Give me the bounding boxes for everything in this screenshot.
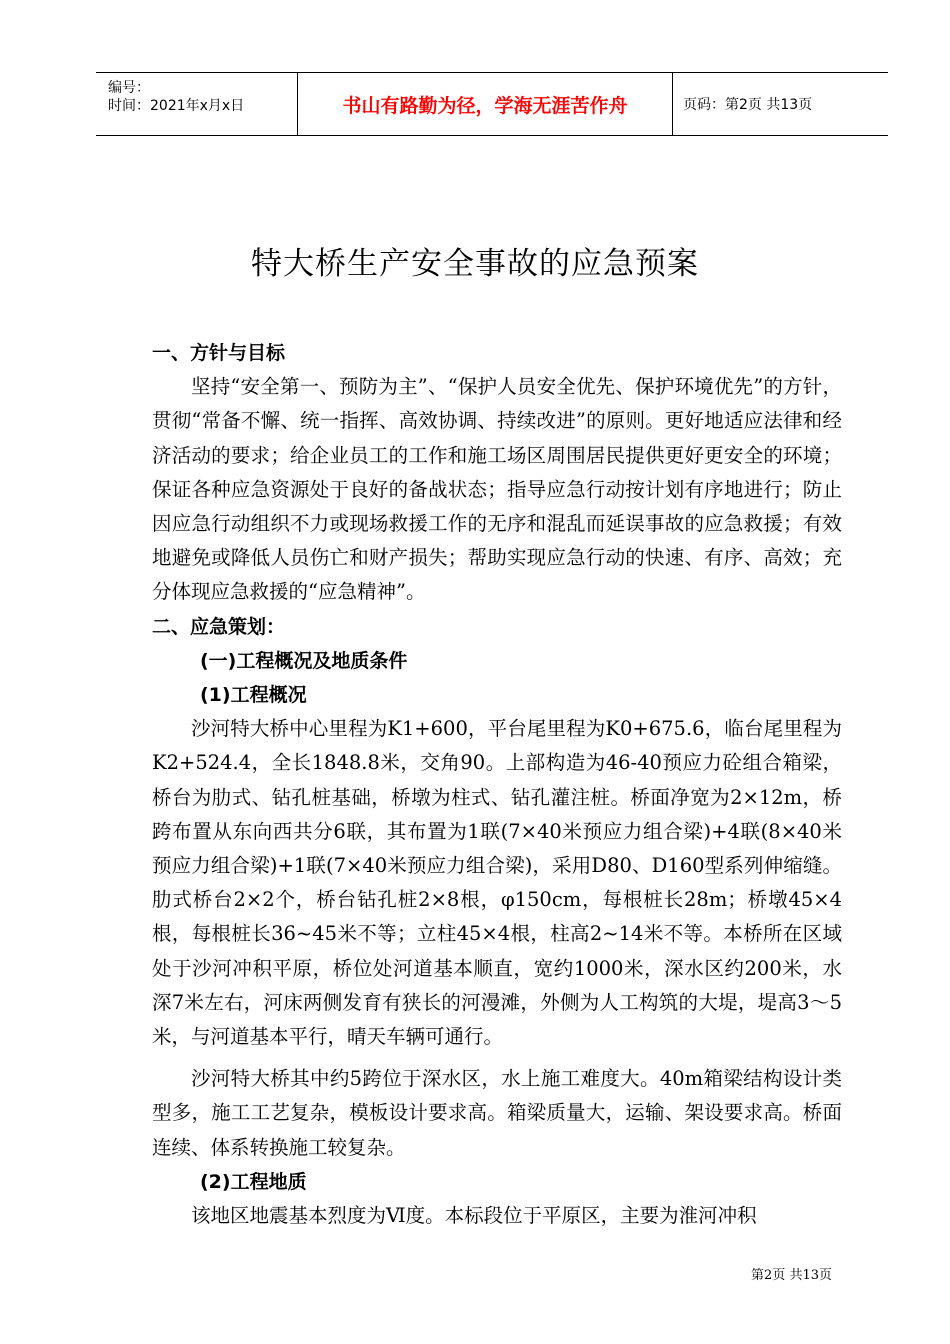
- header-meta: [96, 73, 298, 135]
- page-footer: 第2页 共13页: [751, 1268, 832, 1283]
- section-heading: 一、方针与目标: [152, 342, 286, 364]
- header-motto: 书山有路勤为径，学海无涯苦作舟: [298, 73, 673, 135]
- paragraph: 该地区地震基本烈度为Ⅵ度。本标段位于平原区，主要为淮河冲积: [191, 1204, 757, 1228]
- paragraph: 坚持“安全第一、预防为主”、“保护人员安全优先、保护环境优先”的方针，贯彻“常备不懈、统一指挥、高效协调、持续改进”的原则。更好地适应法律和经济活动的要求；给企业员工的工作和施工场区周围居民提供更好更安全的环境；保证各种应急资源处于良好的备战状态；指导应急行动按计划有序地进行；防止因应急行动组织不力或现场救援工作的无序和混乱而延误事故的应急救援；有效地避免或降低人员伤亡和财产损失；帮助实现应急行动的快速、有序、高效；充分体现应急救援的“应急精神”。: [152, 375, 842, 604]
- paragraph: 沙河特大桥中心里程为K1+600，平台尾里程为K0+675.6，临台尾里程为K2+524.4，全长1848.8米，交角90。上部构造为46-40预应力砼组合箱梁，桥台为肋式、钻孔桩基础，桥墩为柱式、钻孔灌注桩。桥面净宽为2×12m，桥跨布置从东向西共分6联，其布置为1联(7×40米预应力组合梁)+4联(8×40米预应力组合梁)+1联(7×40米预应力组合梁)，采用D80、D160型系列伸缩缝。肋式桥台2×2个，桥台钻孔桩2×8根，φ150cm，每根桩长28m；桥墩45×4根，每根桩长36~45米不等；立柱45×4根，柱高2~14米不等。本桥所在区域处于沙河冲积平原，桥位处河道基本顺直，宽约1000米，深水区约200米，水深7米左右，河床两侧发育有狭长的河漫滩，外侧为人工构筑的大堤，堤高3～5米，与河道基本平行，晴天车辆可通行。: [152, 717, 842, 1049]
- document-body: [152, 336, 842, 1233]
- header-page-label: 页码：第2页 共13页: [683, 97, 813, 113]
- page-header: [96, 72, 888, 136]
- document-title: 特大桥生产安全事故的应急预案: [251, 246, 699, 282]
- section-heading: 二、应急策划：: [152, 615, 286, 638]
- subsection-heading: (2)工程地质: [200, 1170, 307, 1193]
- document-number-label: 编号：: [108, 80, 150, 96]
- document-time-label: 时间：2021年x月x日: [108, 98, 245, 114]
- subsection-heading: (1)工程概况: [200, 684, 307, 707]
- paragraph: 沙河特大桥其中约5跨位于深水区，水上施工难度大。40m箱梁结构设计类型多，施工工艺复杂，模板设计要求高。箱梁质量大，运输、架设要求高。桥面连续、体系转换施工较复杂。: [152, 1067, 842, 1159]
- subsection-heading: (一)工程概况及地质条件: [200, 649, 408, 672]
